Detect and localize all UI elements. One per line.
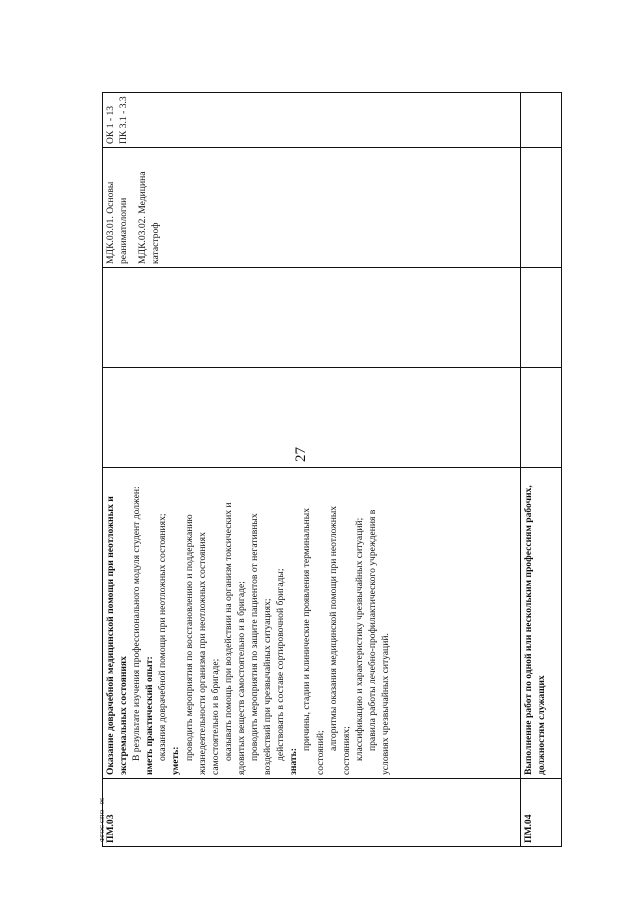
skill-item: проводить мероприятия по восстановлению и поддержанию жизнедеятельности организма при неотложных состояниях самостоятельно и в бригаде;: [183, 514, 221, 775]
footer-label: ФГОС СПО - 06: [100, 797, 106, 842]
competency-item: ОК 1 - 13: [105, 105, 116, 144]
practice-label: иметь практический опыт:: [144, 656, 156, 775]
module-code-cell: [521, 779, 562, 847]
mdk-item: МДК.03.01. Основы реаниматологии: [105, 181, 130, 264]
skill-item: проводить мероприятия по защите пациентов от негативных воздействий при чрезвычайных ситуациях;: [249, 513, 274, 775]
page-number: 27: [293, 447, 309, 462]
module-title: Выполнение работ по одной или нескольким профессиям рабочих, должностям служащих: [523, 485, 548, 775]
hours-cell: [521, 368, 562, 468]
module-table-wrapper: [102, 93, 562, 847]
practice-item: оказания доврачебной помощи при неотложных состояниях;: [157, 513, 169, 761]
skill-item: оказывать помощь при воздействии на организм токсических и ядовитых веществ самостоятельно и в бригаде;: [222, 502, 247, 775]
module-code: ПМ.03: [105, 814, 116, 843]
competency-item: ПК 3.1 - 3.3: [118, 96, 130, 144]
knowledge-item: причины, стадии и клинические проявления терминальных состояний;: [301, 507, 326, 775]
mdk-item: МДК.03.02. Медицина катастроф: [137, 171, 162, 264]
knowledge-item: алгоритмы оказания медицинской помощи при неотложных состояниях;: [327, 505, 352, 775]
hours-cell: [103, 268, 521, 368]
module-intro: В результате изучения профессионального модуля студент должен:: [131, 486, 143, 761]
skill-item: действовать в составе сортировочной бригады;: [275, 568, 287, 761]
knowledge-item: правила работы лечебно-профилактического учреждения в условиях чрезвычайных ситуаций.: [366, 509, 391, 775]
hours-cell: [103, 368, 521, 468]
module-code: ПМ.04: [523, 814, 534, 843]
hours-cell: [521, 268, 562, 368]
module-table: [102, 92, 562, 847]
module-code-cell: [103, 779, 521, 847]
table-row-pm04: [521, 93, 562, 847]
knowledge-label: знать:: [288, 748, 300, 775]
skills-label: уметь:: [170, 746, 182, 775]
knowledge-item: классификацию и характеристику чрезвычайных ситуаций;: [353, 517, 365, 761]
module-title: Оказание доврачебной медицинской помощи при неотложных и экстремальных состояниях: [105, 496, 130, 775]
module-description-cell: [521, 468, 562, 779]
competencies-cell: [103, 93, 521, 148]
mdk-cell: [103, 148, 521, 268]
mdk-cell: [521, 148, 562, 268]
module-description-cell: [103, 468, 521, 779]
table-row-pm03: [103, 93, 521, 847]
competencies-cell: [521, 93, 562, 148]
